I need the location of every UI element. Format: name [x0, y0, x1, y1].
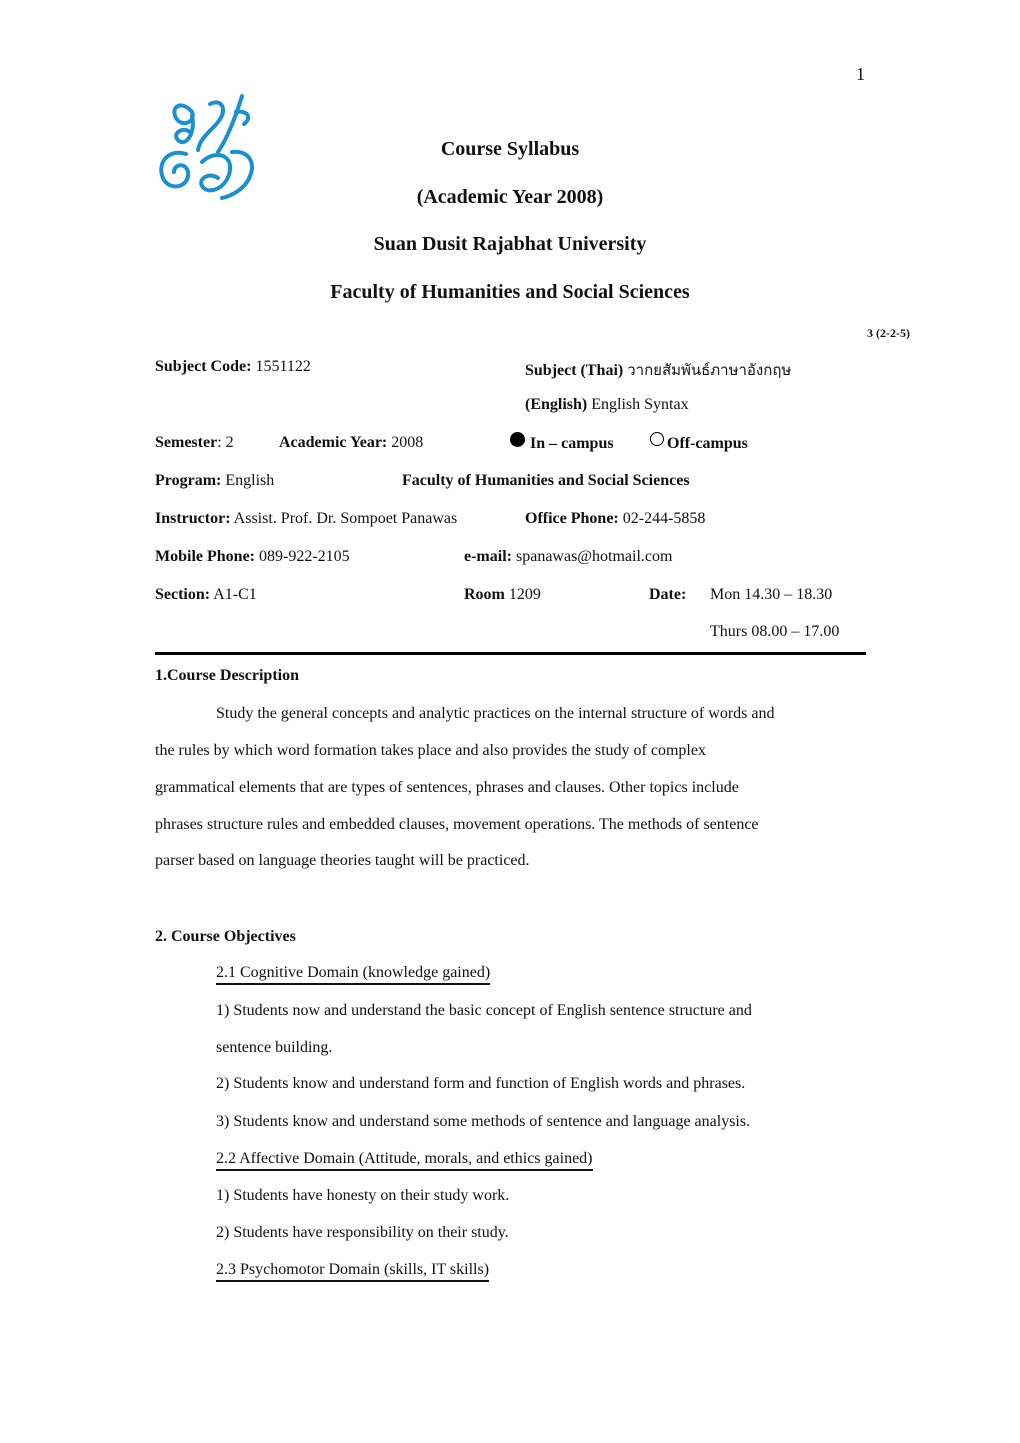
academic-year-heading: (Academic Year 2008): [416, 186, 604, 208]
room-value: 1209: [508, 586, 541, 603]
semester-value: : 2: [217, 434, 234, 451]
subject-code-value: 1551122: [255, 358, 311, 375]
subject-english-row: [525, 396, 689, 414]
program-value: English: [225, 472, 275, 489]
in-campus-radio-filled-icon: [510, 432, 525, 447]
objective-item: 2) Students have responsibility on their study.: [216, 1224, 509, 1241]
date-label: Date:: [649, 586, 687, 603]
subject-thai-row: [525, 358, 791, 382]
subject-thai-value: วากยสัมพันธ์ภาษาอังกฤษ: [627, 361, 792, 379]
room-label: Room: [464, 586, 505, 603]
document-title: Course Syllabus: [440, 138, 580, 160]
cognitive-domain-heading: 2.1 Cognitive Domain (knowledge gained): [216, 964, 490, 985]
course-description-heading: 1.Course Description: [155, 667, 299, 684]
subject-english-label: (English): [525, 396, 588, 413]
description-line: phrases structure rules and embedded clauses, movement operations. The methods of sentence: [155, 816, 759, 833]
section-divider: [155, 652, 866, 655]
office-phone-row: [525, 510, 705, 528]
affective-domain-heading: 2.2 Affective Domain (Attitude, morals, and ethics gained): [216, 1150, 593, 1171]
email-value: spanawas@hotmail.com: [515, 548, 673, 565]
credits: 3 (2-2-5): [867, 326, 910, 340]
date-value-1: Mon 14.30 – 18.30: [710, 586, 833, 603]
subject-english-value: English Syntax: [591, 396, 689, 413]
subject-code-label: Subject Code:: [155, 358, 252, 375]
semester-row: [155, 434, 234, 452]
psychomotor-domain-heading: 2.3 Psychomotor Domain (skills, IT skills): [216, 1261, 489, 1282]
instructor-row: [155, 510, 457, 528]
instructor-label: Instructor:: [155, 510, 231, 527]
objective-item: 1) Students now and understand the basic concept of English sentence structure and: [216, 1002, 752, 1019]
subject-code-row: [155, 358, 311, 376]
room-row: [464, 586, 541, 604]
program-row: [155, 472, 274, 490]
section-row: [155, 586, 257, 604]
academic-year-value: 2008: [391, 434, 424, 451]
office-phone-value: 02-244-5858: [622, 510, 706, 527]
section-value: A1-C1: [213, 586, 257, 603]
subject-thai-label: Subject (Thai): [525, 362, 624, 379]
academic-year-row: [279, 434, 423, 452]
mobile-label: Mobile Phone:: [155, 548, 255, 565]
course-objectives-heading: 2. Course Objectives: [155, 928, 296, 945]
mobile-row: [155, 548, 350, 566]
email-row: [464, 548, 672, 566]
off-campus-radio-empty-icon: [650, 432, 664, 446]
page-number: 1: [856, 64, 865, 84]
description-line: the rules by which word formation takes place and also provides the study of complex: [155, 742, 706, 759]
objective-item: 1) Students have honesty on their study work.: [216, 1187, 510, 1204]
program-faculty: Faculty of Humanities and Social Sciences: [402, 472, 690, 489]
objective-item: 3) Students know and understand some methods of sentence and language analysis.: [216, 1113, 751, 1130]
instructor-value: Assist. Prof. Dr. Sompoet Panawas: [233, 510, 458, 527]
office-phone-label: Office Phone:: [525, 510, 619, 527]
off-campus-label: Off-campus: [667, 435, 748, 452]
mobile-value: 089-922-2105: [259, 548, 350, 565]
objective-item: 2) Students know and understand form and function of English words and phrases.: [216, 1075, 746, 1092]
semester-label: Semester: [155, 434, 218, 451]
faculty-heading: Faculty of Humanities and Social Sciences: [330, 281, 690, 303]
description-line: grammatical elements that are types of sentences, phrases and clauses. Other topics include: [155, 779, 739, 796]
university-heading: Suan Dusit Rajabhat University: [373, 233, 647, 255]
in-campus-label: In – campus: [530, 435, 614, 452]
email-label: e-mail:: [464, 548, 512, 565]
description-line: parser based on language theories taught will be practiced.: [155, 852, 530, 869]
section-label: Section:: [155, 586, 211, 603]
objective-item: sentence building.: [216, 1039, 333, 1056]
description-line: Study the general concepts and analytic practices on the internal structure of words and: [216, 705, 775, 722]
program-label: Program:: [155, 472, 222, 489]
academic-year-label: Academic Year:: [279, 434, 388, 451]
date-value-2: Thurs 08.00 – 17.00: [710, 623, 840, 640]
